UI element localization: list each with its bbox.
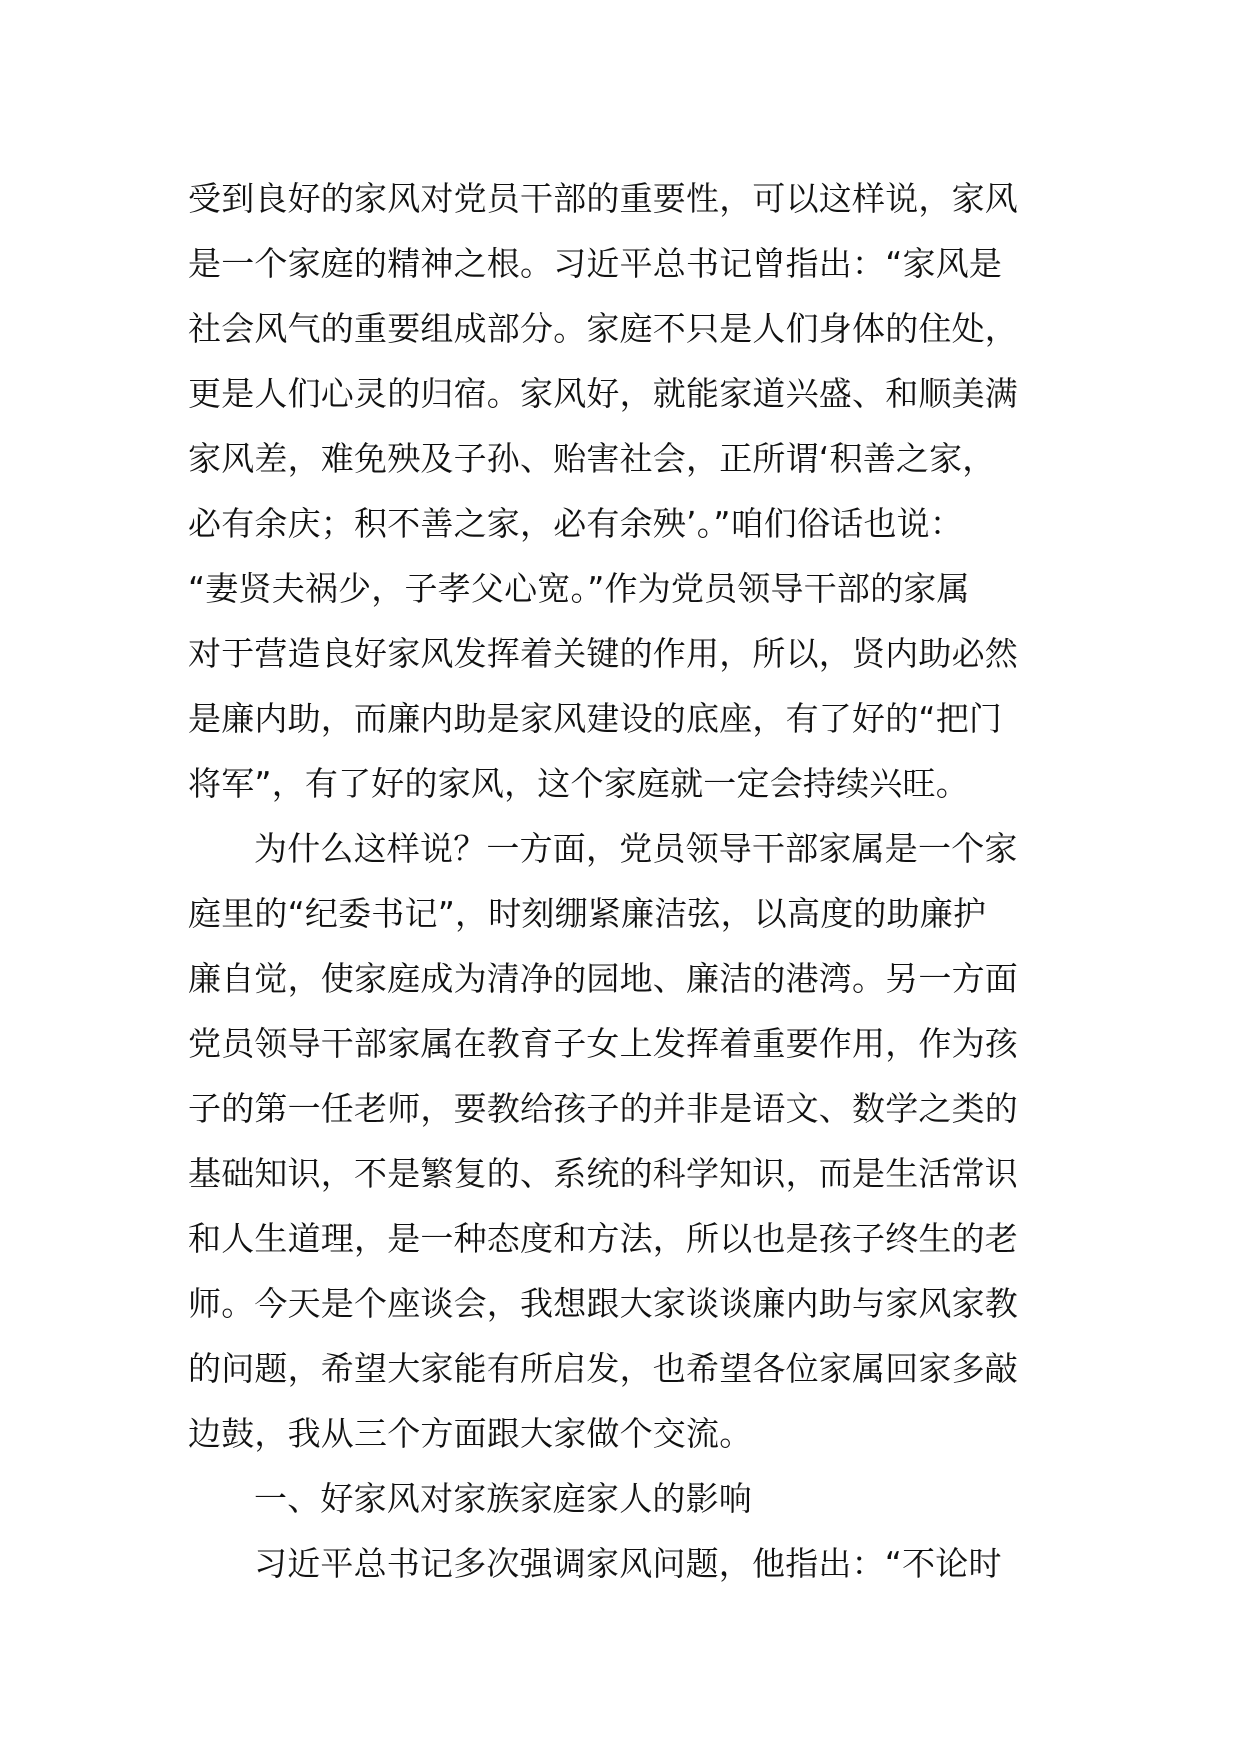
text-line: 受到良好的家风对党员干部的重要性，可以这样说，家风 <box>188 179 1018 218</box>
text-line: 边鼓，我从三个方面跟大家做个交流。 <box>188 1414 753 1453</box>
text-line: 廉自觉，使家庭成为清净的园地、廉洁的港湾。另一方面 <box>188 959 1018 998</box>
text-line: 家风差，难免殃及子孙、贻害社会，正所谓‘积善之家， <box>188 439 996 478</box>
text-line: 更是人们心灵的归宿。家风好，就能家道兴盛、和顺美满 <box>188 374 1018 413</box>
text-line: 必有余庆；积不善之家，必有余殃’。”咱们俗话也说： <box>188 504 964 543</box>
paragraph-start-line: 习近平总书记多次强调家风问题，他指出：“不论时 <box>254 1544 1002 1583</box>
text-line: 社会风气的重要组成部分。家庭不只是人们身体的住处， <box>188 309 1018 348</box>
text-line: 是廉内助，而廉内助是家风建设的底座，有了好的“把门 <box>188 699 1003 738</box>
text-line: 对于营造良好家风发挥着关键的作用，所以，贤内助必然 <box>188 634 1018 673</box>
text-line: 和人生道理，是一种态度和方法，所以也是孩子终生的老 <box>188 1219 1018 1258</box>
text-line: 师。今天是个座谈会，我想跟大家谈谈廉内助与家风家教 <box>188 1284 1018 1323</box>
text-line: 子的第一任老师，要教给孩子的并非是语文、数学之类的 <box>188 1089 1018 1128</box>
paragraph-start-line: 为什么这样说？一方面，党员领导干部家属是一个家 <box>254 829 1018 868</box>
text-line: 庭里的“纪委书记”，时刻绷紧廉洁弦，以高度的助廉护 <box>188 894 987 933</box>
text-line: 基础知识，不是繁复的、系统的科学知识，而是生活常识 <box>188 1154 1018 1193</box>
section-heading: 一、好家风对家族家庭家人的影响 <box>254 1479 752 1518</box>
body-text <box>188 166 1058 1596</box>
text-line: 党员领导干部家属在教育子女上发挥着重要作用，作为孩 <box>188 1024 1018 1063</box>
text-line: 将军”，有了好的家风，这个家庭就一定会持续兴旺。 <box>188 764 969 803</box>
text-line: 的问题，希望大家能有所启发，也希望各位家属回家多敲 <box>188 1349 1018 1388</box>
text-line: “妻贤夫祸少，子孝父心宽。”作为党员领导干部的家属 <box>188 569 970 608</box>
text-line: 是一个家庭的精神之根。习近平总书记曾指出：“家风是 <box>188 244 1003 283</box>
